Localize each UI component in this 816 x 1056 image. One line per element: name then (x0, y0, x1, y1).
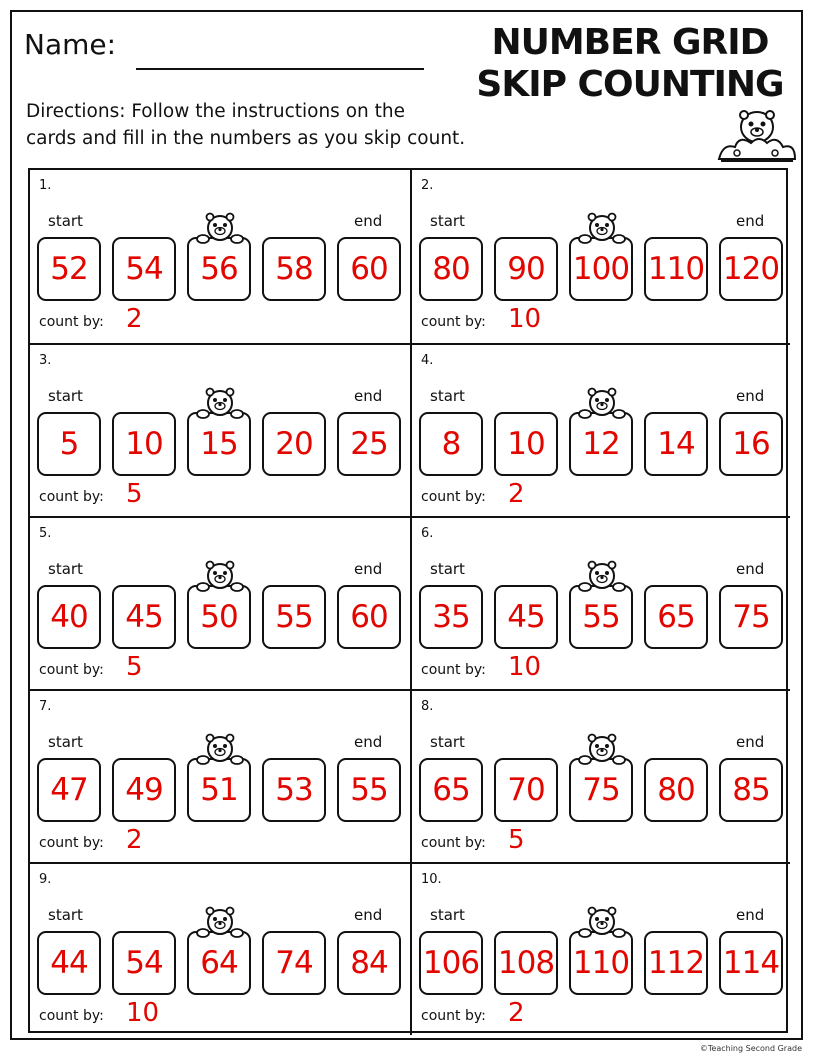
number-box[interactable]: 110 (644, 237, 708, 301)
groundhog-icon (190, 902, 250, 942)
end-label: end (736, 560, 765, 578)
number-box[interactable]: 47 (37, 758, 101, 822)
directions-line-1: Directions: Follow the instructions on the (26, 101, 405, 122)
problem-card (410, 343, 790, 516)
number-box[interactable]: 90 (494, 237, 558, 301)
number-box[interactable]: 56 (187, 237, 251, 301)
groundhog-icon (572, 383, 632, 423)
title-line-2: SKIP COUNTING (476, 64, 784, 105)
groundhog-icon (190, 729, 250, 769)
problem-card (30, 343, 410, 516)
number-box[interactable]: 40 (37, 585, 101, 649)
number-box[interactable]: 108 (494, 931, 558, 995)
number-box[interactable]: 106 (419, 931, 483, 995)
start-label: start (430, 560, 465, 578)
count-by-label: count by: (421, 1008, 486, 1024)
end-label: end (736, 733, 765, 751)
count-by-label: count by: (39, 314, 104, 330)
start-label: start (48, 906, 83, 924)
number-box[interactable]: 75 (719, 585, 783, 649)
groundhog-icon (190, 383, 250, 423)
start-label: start (430, 906, 465, 924)
number-box[interactable]: 64 (187, 931, 251, 995)
start-label: start (48, 560, 83, 578)
number-box[interactable]: 45 (112, 585, 176, 649)
count-by-label: count by: (39, 1008, 104, 1024)
problem-number: 9. (39, 872, 52, 887)
groundhog-in-snow-icon (717, 107, 797, 173)
count-by-label: count by: (421, 835, 486, 851)
count-by-value[interactable]: 2 (508, 998, 525, 1028)
problem-number: 7. (39, 699, 52, 714)
groundhog-icon (572, 208, 632, 248)
number-box[interactable]: 44 (37, 931, 101, 995)
number-box[interactable]: 25 (337, 412, 401, 476)
number-box[interactable]: 55 (337, 758, 401, 822)
directions-line-2: cards and fill in the numbers as you skip count. (26, 128, 466, 149)
start-label: start (48, 212, 83, 230)
number-box[interactable]: 49 (112, 758, 176, 822)
problem-card (410, 689, 790, 862)
count-by-value[interactable]: 2 (126, 304, 143, 334)
end-label: end (354, 906, 383, 924)
count-by-label: count by: (39, 489, 104, 505)
number-box[interactable]: 50 (187, 585, 251, 649)
number-box[interactable]: 110 (569, 931, 633, 995)
number-box[interactable]: 45 (494, 585, 558, 649)
count-by-label: count by: (421, 314, 486, 330)
count-by-label: count by: (39, 835, 104, 851)
problem-card (30, 689, 410, 862)
number-box[interactable]: 8 (419, 412, 483, 476)
count-by-value[interactable]: 2 (126, 825, 143, 855)
number-box[interactable]: 20 (262, 412, 326, 476)
problem-number: 10. (421, 872, 442, 887)
problem-number: 4. (421, 353, 434, 368)
start-label: start (48, 733, 83, 751)
groundhog-icon (190, 208, 250, 248)
number-box[interactable]: 70 (494, 758, 558, 822)
number-box[interactable]: 14 (644, 412, 708, 476)
worksheet-title (470, 22, 790, 106)
start-label: start (430, 733, 465, 751)
number-box[interactable]: 65 (419, 758, 483, 822)
number-box[interactable]: 80 (419, 237, 483, 301)
end-label: end (736, 906, 765, 924)
number-box[interactable]: 60 (337, 237, 401, 301)
number-box[interactable]: 51 (187, 758, 251, 822)
problem-number: 3. (39, 353, 52, 368)
start-label: start (430, 212, 465, 230)
problem-card (30, 170, 410, 343)
count-by-label: count by: (39, 662, 104, 678)
number-box[interactable]: 5 (37, 412, 101, 476)
number-box[interactable]: 120 (719, 237, 783, 301)
number-box[interactable]: 54 (112, 931, 176, 995)
start-label: start (430, 387, 465, 405)
end-label: end (354, 733, 383, 751)
count-by-value[interactable]: 10 (508, 304, 542, 334)
number-box[interactable]: 60 (337, 585, 401, 649)
number-box[interactable]: 65 (644, 585, 708, 649)
number-box[interactable]: 55 (569, 585, 633, 649)
number-box[interactable]: 100 (569, 237, 633, 301)
count-by-value[interactable]: 5 (126, 652, 143, 682)
problem-number: 2. (421, 178, 434, 193)
count-by-label: count by: (421, 489, 486, 505)
groundhog-icon (190, 556, 250, 596)
problem-card (410, 862, 790, 1035)
number-box[interactable]: 74 (262, 931, 326, 995)
problem-number: 8. (421, 699, 434, 714)
number-box[interactable]: 35 (419, 585, 483, 649)
groundhog-icon (572, 902, 632, 942)
count-by-value[interactable]: 2 (508, 479, 525, 509)
groundhog-icon (572, 556, 632, 596)
count-by-value[interactable]: 5 (126, 479, 143, 509)
end-label: end (736, 212, 765, 230)
number-box[interactable]: 112 (644, 931, 708, 995)
title-line-1: NUMBER GRID (491, 22, 769, 63)
problem-number: 6. (421, 526, 434, 541)
start-label: start (48, 387, 83, 405)
number-box[interactable]: 16 (719, 412, 783, 476)
name-label: Name: (24, 28, 117, 61)
number-box[interactable]: 75 (569, 758, 633, 822)
number-box[interactable]: 53 (262, 758, 326, 822)
problem-number: 1. (39, 178, 52, 193)
number-box[interactable]: 10 (494, 412, 558, 476)
number-box[interactable]: 85 (719, 758, 783, 822)
name-input-line[interactable] (136, 68, 424, 70)
end-label: end (354, 387, 383, 405)
count-by-label: count by: (421, 662, 486, 678)
number-box[interactable]: 80 (644, 758, 708, 822)
problem-card (30, 862, 410, 1035)
problem-card (410, 516, 790, 689)
number-box[interactable]: 58 (262, 237, 326, 301)
number-box[interactable]: 15 (187, 412, 251, 476)
copyright: ©Teaching Second Grade (699, 1044, 802, 1053)
count-by-value[interactable]: 5 (508, 825, 525, 855)
count-by-value[interactable]: 10 (508, 652, 542, 682)
problem-card (410, 170, 790, 343)
number-box[interactable]: 52 (37, 237, 101, 301)
number-box[interactable]: 84 (337, 931, 401, 995)
problem-card (30, 516, 410, 689)
number-box[interactable]: 54 (112, 237, 176, 301)
card-grid (28, 168, 788, 1033)
end-label: end (354, 560, 383, 578)
groundhog-icon (572, 729, 632, 769)
number-box[interactable]: 10 (112, 412, 176, 476)
number-box[interactable]: 12 (569, 412, 633, 476)
end-label: end (736, 387, 765, 405)
count-by-value[interactable]: 10 (126, 998, 160, 1028)
problem-number: 5. (39, 526, 52, 541)
directions (26, 98, 496, 152)
number-box[interactable]: 55 (262, 585, 326, 649)
number-box[interactable]: 114 (719, 931, 783, 995)
end-label: end (354, 212, 383, 230)
